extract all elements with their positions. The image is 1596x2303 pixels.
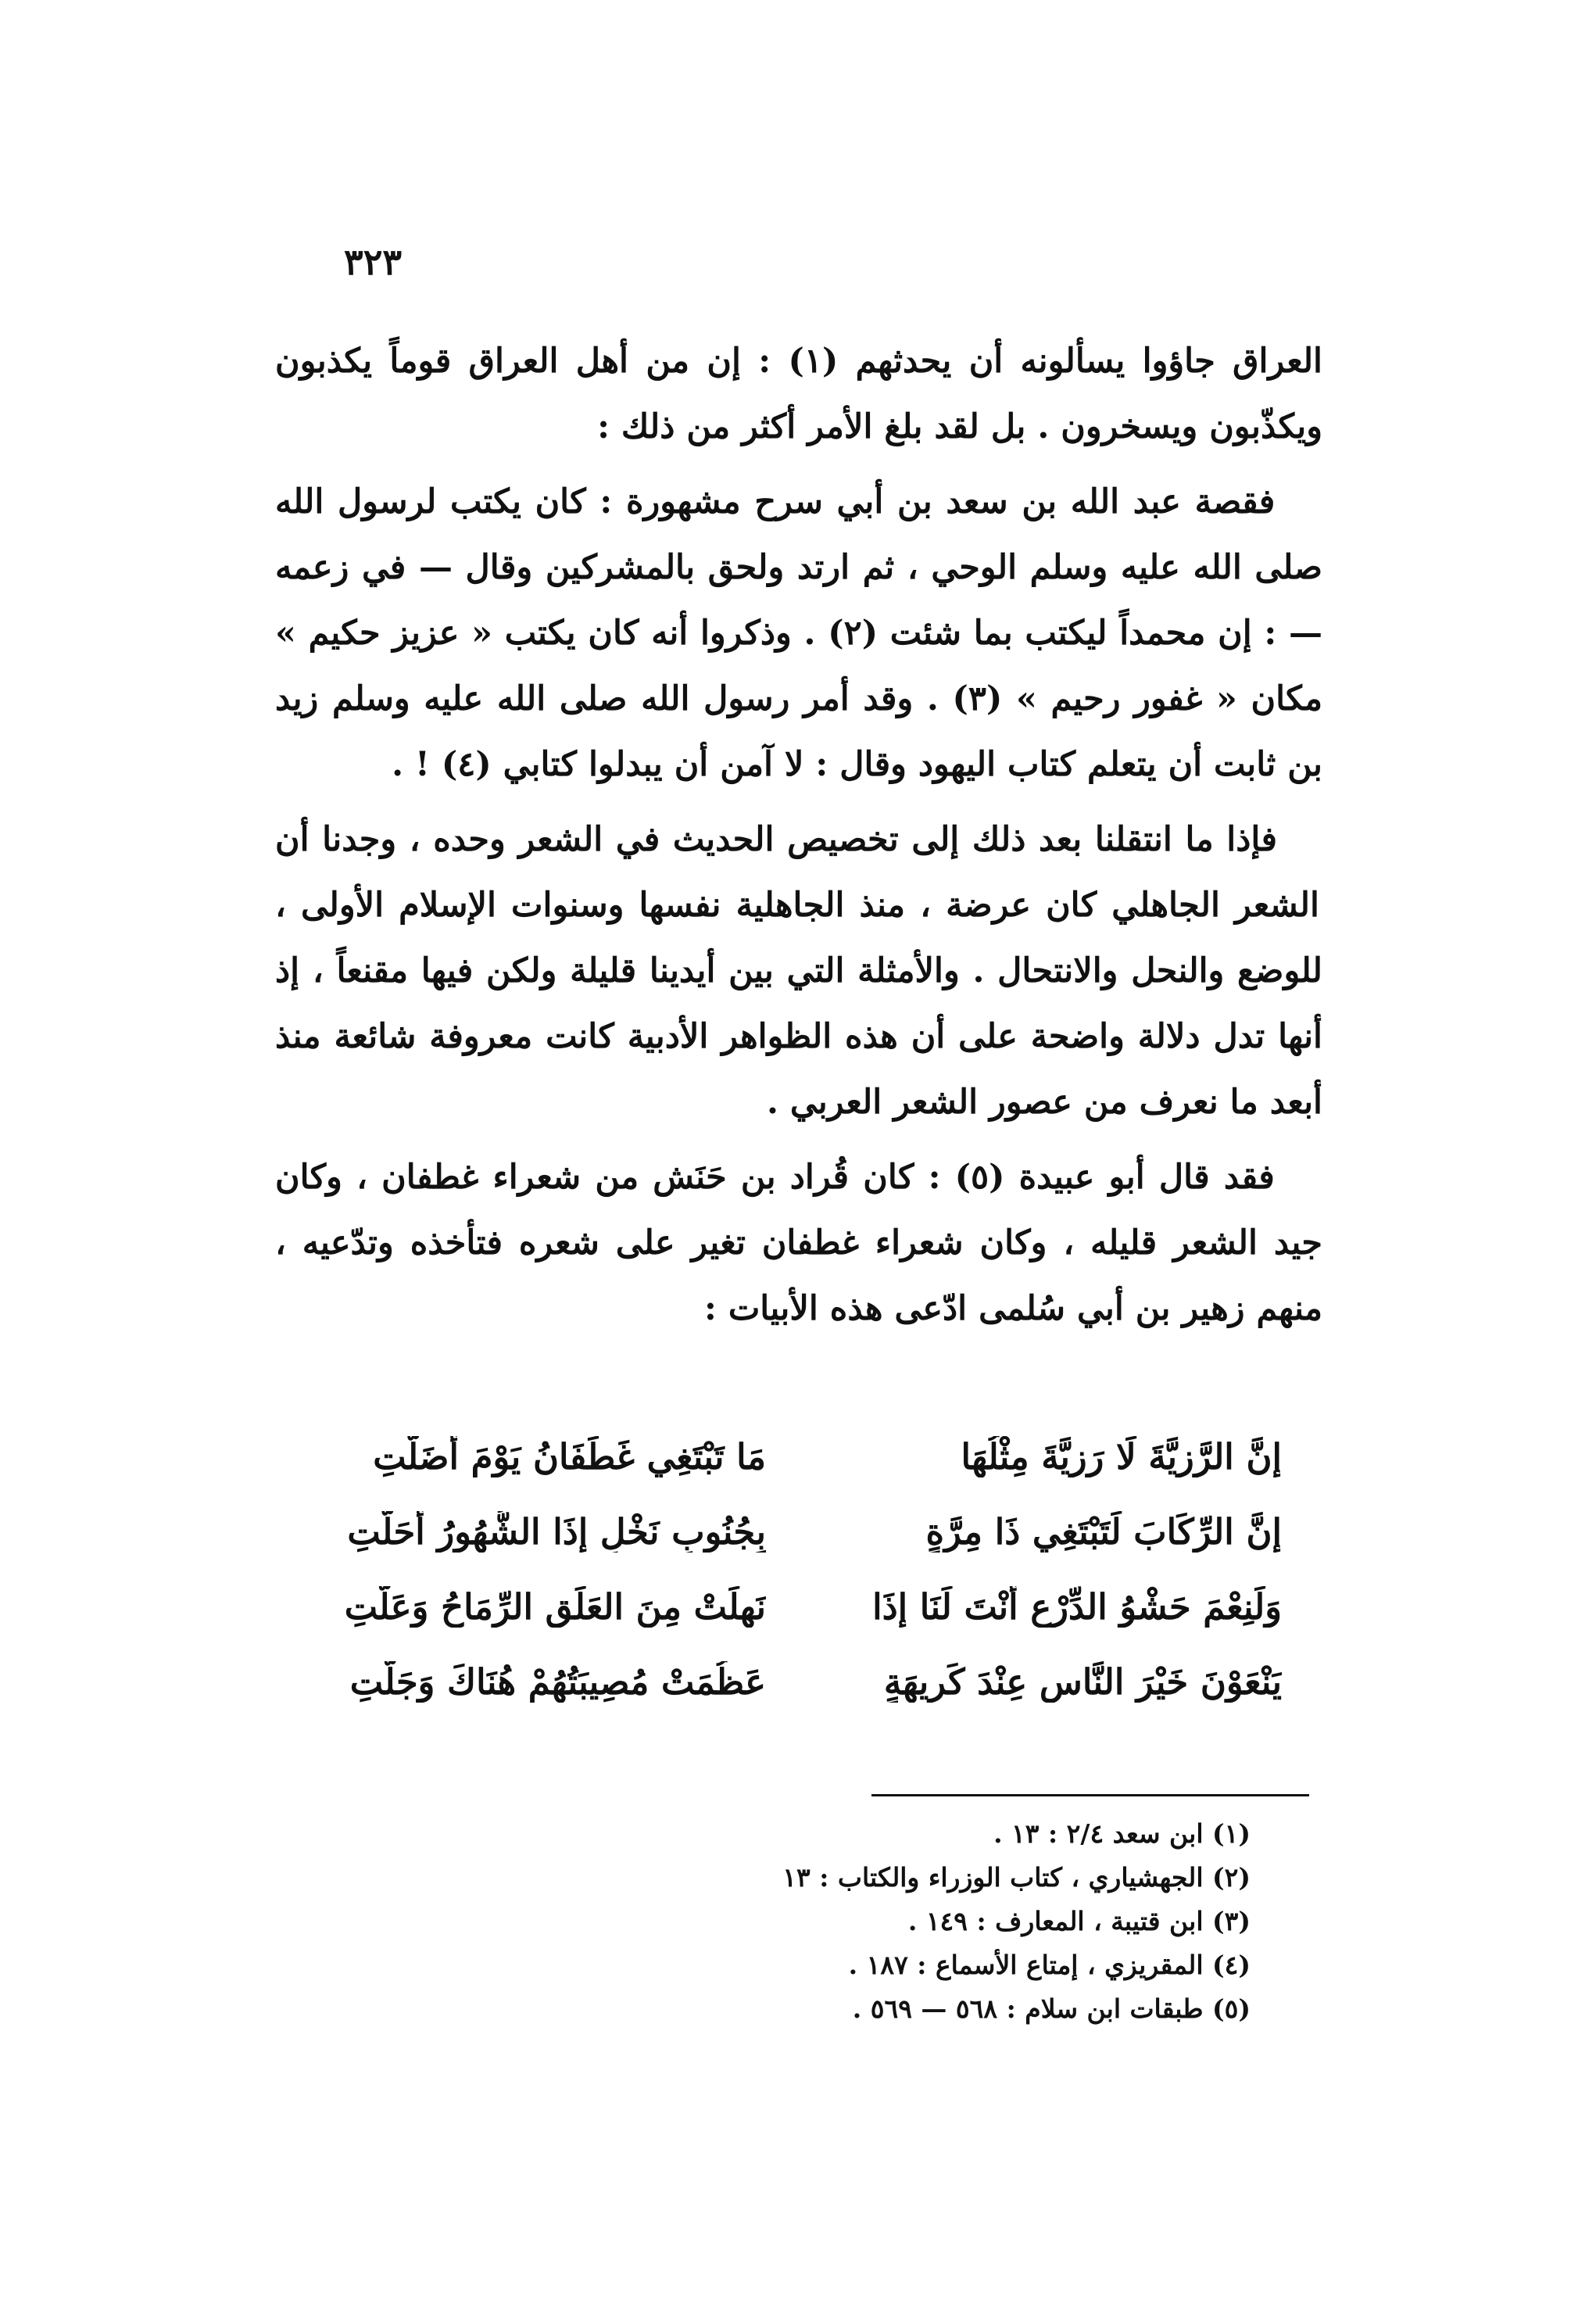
paragraph-3 xyxy=(275,807,1322,1135)
poem-hemistich-first: يَنْعَوْنَ خَيْرَ النَّاسِ عِنْدَ كَرِيهَةٍ xyxy=(883,1660,1282,1703)
poem xyxy=(328,1419,1282,1719)
paragraph-line: العراق جاؤوا يسألونه أن يحدثهم (١) : إن من أهل العراق قوماً يكذبون ويكذّبون xyxy=(275,342,1322,446)
footnote-1: (١) ابن سعد ٢/٤ : ١٣ . xyxy=(993,1818,1251,1849)
paragraph-line: أن الشعر الجاهلي كان عرضة ، منذ الجاهلية نفسها وسنوات الإسلام الأولى ، xyxy=(275,820,1319,925)
paragraph-line: ويسخرون . بل لقد بلغ الأمر أكثر من ذلك : xyxy=(597,407,1198,446)
poem-hemistich-second: عَظُمَتْ مُصِيبَتُهُمْ هُنَاكَ وَجَلَّتِ xyxy=(349,1660,766,1703)
paragraph-line: صلى الله عليه وسلم الوحي ، ثم ارتد ولحق بالمشركين وقال — في زعمه — : إن xyxy=(275,548,1322,653)
poem-verse xyxy=(328,1569,1282,1644)
page-number: ٣٢٣ xyxy=(344,241,403,283)
paragraph-line: جيد الشعر قليله ، وكان شعراء غطفان تغير على شعره فتأخذه وتدّعيه ، منهم xyxy=(275,1223,1322,1328)
paragraph-line: فقد قال أبو عبيدة (٥) : كان قُراد بن حَنَش من شعراء غطفان ، وكان xyxy=(275,1158,1275,1197)
poem-hemistich-second: نَهِلَتْ مِنَ العَلَقِ الرِّمَاحُ وَعَلَّتِ xyxy=(344,1585,766,1628)
footnote-divider xyxy=(871,1794,1309,1796)
paragraph-line: زهير بن أبي سُلمى ادّعى هذه الأبيات : xyxy=(703,1289,1245,1328)
poem-hemistich-first: إنَّ الرَّزِيَّةَ لَا رَزِيَّةَ مِثْلُهَا xyxy=(961,1435,1282,1477)
footnotes xyxy=(641,1812,1251,2031)
footnote-3: (٣) ابن قتيبة ، المعارف : ١٤٩ . xyxy=(907,1906,1251,1936)
paragraph-line: تدل دلالة واضحة على أن هذه الظواهر الأدبية كانت معروفة شائعة منذ أبعد xyxy=(275,1017,1322,1122)
paragraph-1 xyxy=(275,328,1322,460)
body-text xyxy=(275,328,1322,1341)
poem-hemistich-second: بِجُنُوبِ نَخْلٍ إذَا الشُّهُورُ أَحَلَّتِ xyxy=(347,1510,766,1553)
footnote-4: (٤) المقريزي ، إمتاع الأسماع : ١٨٧ . xyxy=(848,1950,1251,1980)
paragraph-line: محمداً ليكتب بما شئت (٢) . وذكروا أنه كان يكتب « عزيز حكيم » مكان xyxy=(275,614,1322,718)
poem-verse xyxy=(328,1644,1282,1719)
paragraph-line: يتعلم كتاب اليهود وقال : لا آمن أن يبدلوا كتابي (٤) ! . xyxy=(392,745,1157,784)
poem-verse xyxy=(328,1419,1282,1494)
paragraph-line: فإذا ما انتقلنا بعد ذلك إلى تخصيص الحديث في الشعر وحده ، وجدنا xyxy=(309,820,1277,859)
poem-verse xyxy=(328,1494,1282,1569)
paragraph-4 xyxy=(275,1144,1322,1341)
poem-hemistich-first: إنَّ الرِّكَابَ لَتَبْتَغِي ذَا مِرَّةٍ xyxy=(925,1510,1282,1553)
footnote-5: (٥) طبقات ابن سلام : ٥٦٨ — ٥٦٩ . xyxy=(852,1993,1251,2024)
poem-hemistich-first: وَلَنِعْمَ حَشْوُ الدِّرْعِ أَنْتَ لَنَا إذَا xyxy=(872,1585,1282,1628)
footnote-2: (٢) الجهشياري ، كتاب الوزراء والكتاب : ١٣ xyxy=(782,1862,1251,1893)
paragraph-line: ما نعرف من عصور الشعر العربي . xyxy=(766,1083,1258,1122)
paragraph-line: للوضع والنحل والانتحال . والأمثلة التي بين أيدينا قليلة ولكن فيها مقنعاً ، إذ أنها xyxy=(275,951,1322,1056)
paragraph-line: « غفور رحيم » (٣) . وقد أمر رسول الله صلى الله عليه وسلم زيد بن ثابت أن xyxy=(275,679,1322,784)
poem-hemistich-second: مَا تَبْتَغِي غَطَفَانُ يَوْمَ أَضَلَّتِ xyxy=(373,1435,766,1477)
paragraph-line: فقصة عبد الله بن سعد بن أبي سرح مشهورة : كان يكتب لرسول الله xyxy=(275,482,1276,521)
paragraph-2 xyxy=(275,469,1322,797)
